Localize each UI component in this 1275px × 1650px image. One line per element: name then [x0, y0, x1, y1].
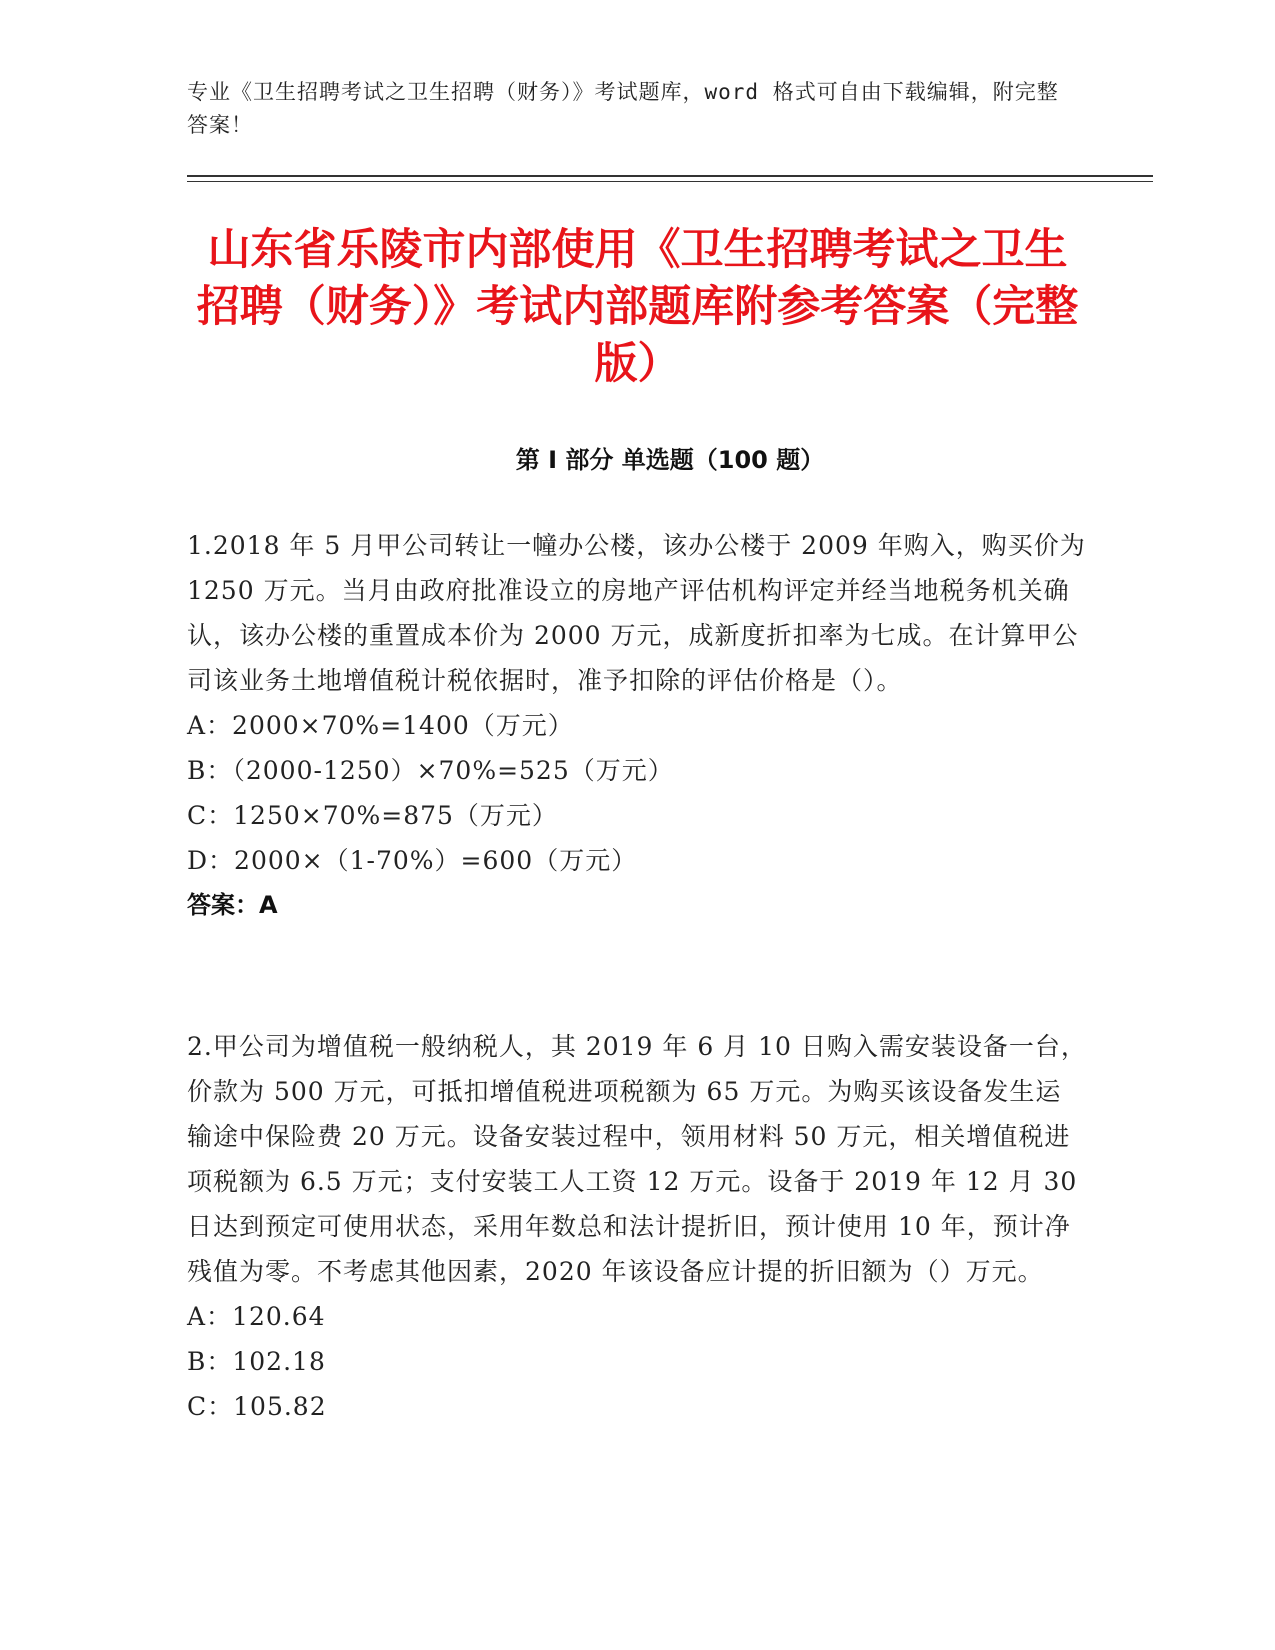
option-d: D：2000×（1-70%）=600（万元）	[187, 846, 638, 875]
option-a: A：120.64	[187, 1302, 326, 1331]
header-note: 专业《卫生招聘考试之卫生招聘（财务）》考试题库，word 格式可自由下载编辑，附完整答案！	[187, 80, 1059, 137]
option-a: A：2000×70%=1400（万元）	[187, 711, 574, 740]
header-divider	[187, 175, 1153, 177]
answer: 答案：A	[187, 891, 278, 919]
question-text: 1.2018 年 5 月甲公司转让一幢办公楼，该办公楼于 2009 年购入，购买价为 1250 万元。当月由政府批准设立的房地产评估机构评定并经当地税务机关确认，该办公楼的重置成本价为 2000 万元，成新度折扣率为七成。在计算甲公司该业务土地增值税计税依据时，准予扣除的评估价格是（）。	[187, 531, 1086, 695]
section-heading: 第 I 部分 单选题（100 题）	[515, 446, 825, 474]
option-c: C：1250×70%=875（万元）	[187, 801, 558, 830]
question-text: 2.甲公司为增值税一般纳税人，其 2019 年 6 月 10 日购入需安装设备一台，价款为 500 万元，可抵扣增值税进项税额为 65 万元。为购买该设备发生运输途中保险费 20 万元。设备安装过程中，领用材料 50 万元，相关增值税进项税额为 6.5 万元；支付安装工人工资 12 万元。设备于 2019 年 12 月 30 日达到预定可使用状态，采用年数总和法计提折旧，预计使用 10 年，预计净残值为零。不考虑其他因素，2020 年该设备应计提的折旧额为（）万元。	[187, 1032, 1087, 1286]
option-c: C：105.82	[187, 1392, 327, 1421]
option-b: B：（2000-1250）×70%=525（万元）	[187, 756, 674, 785]
header-divider-thin	[187, 181, 1153, 182]
question-1	[187, 523, 1087, 928]
option-b: B：102.18	[187, 1347, 326, 1376]
question-2	[187, 1024, 1087, 1429]
document-title: 山东省乐陵市内部使用《卫生招聘考试之卫生招聘（财务）》考试内部题库附参考答案（完整版）	[196, 225, 1079, 389]
